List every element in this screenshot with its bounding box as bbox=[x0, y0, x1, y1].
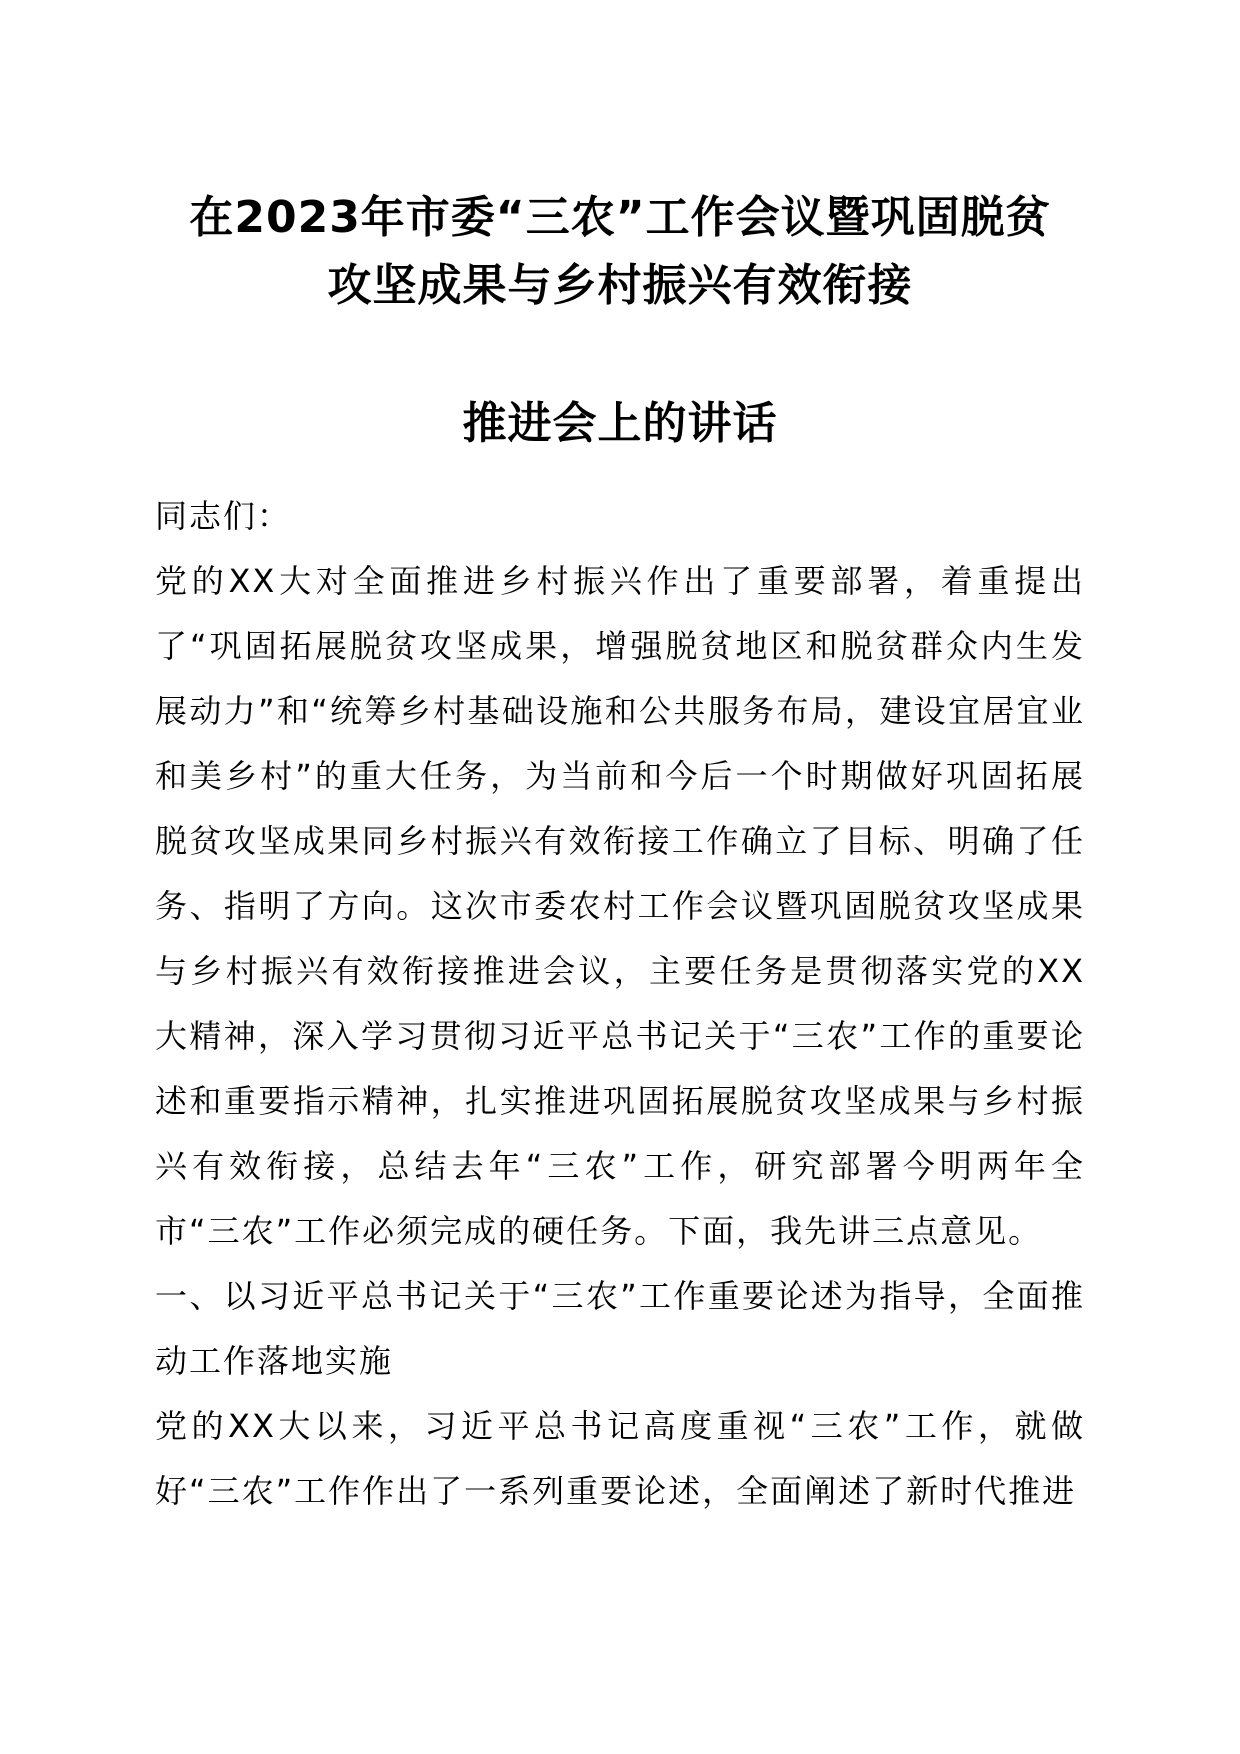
document-body bbox=[155, 484, 1085, 1524]
paragraph-intro: 党的XX大对全面推进乡村振兴作出了重要部署，着重提出了“巩固拓展脱贫攻坚成果，增强脱贫地区和脱贫群众内生发展动力”和“统筹乡村基础设施和公共服务布局，建设宜居宜业和美乡村”的重大任务，为当前和今后一个时期做好巩固拓展脱贫攻坚成果同乡村振兴有效衔接工作确立了目标、明确了任务、指明了方向。这次市委农村工作会议暨巩固脱贫攻坚成果与乡村振兴有效衔接推进会议，主要任务是贯彻落实党的XX大精神，深入学习贯彻习近平总书记关于“三农”工作的重要论述和重要指示精神，扎实推进巩固拓展脱贫攻坚成果与乡村振兴有效衔接，总结去年“三农”工作，研究部署今明两年全市“三农”工作必须完成的硬任务。下面，我先讲三点意见。 bbox=[155, 562, 1085, 1250]
paragraph-section-1: 党的XX大以来，习近平总书记高度重视“三农”工作，就做好“三农”工作作出了一系列重要论述，全面阐述了新时代推进 bbox=[155, 1407, 1085, 1510]
document-title-line-1: 在2023年市委“三农”工作会议暨巩固脱贫 bbox=[189, 192, 1051, 243]
section-heading-1: 一、以习近平总书记关于“三农”工作重要论述为指导，全面推动工作落地实施 bbox=[155, 1277, 1085, 1380]
document-title-line-3: 推进会上的讲话 bbox=[462, 398, 778, 449]
salutation: 同志们： bbox=[155, 497, 292, 535]
document-title-line-2: 攻坚成果与乡村振兴有效衔接 bbox=[327, 260, 913, 311]
